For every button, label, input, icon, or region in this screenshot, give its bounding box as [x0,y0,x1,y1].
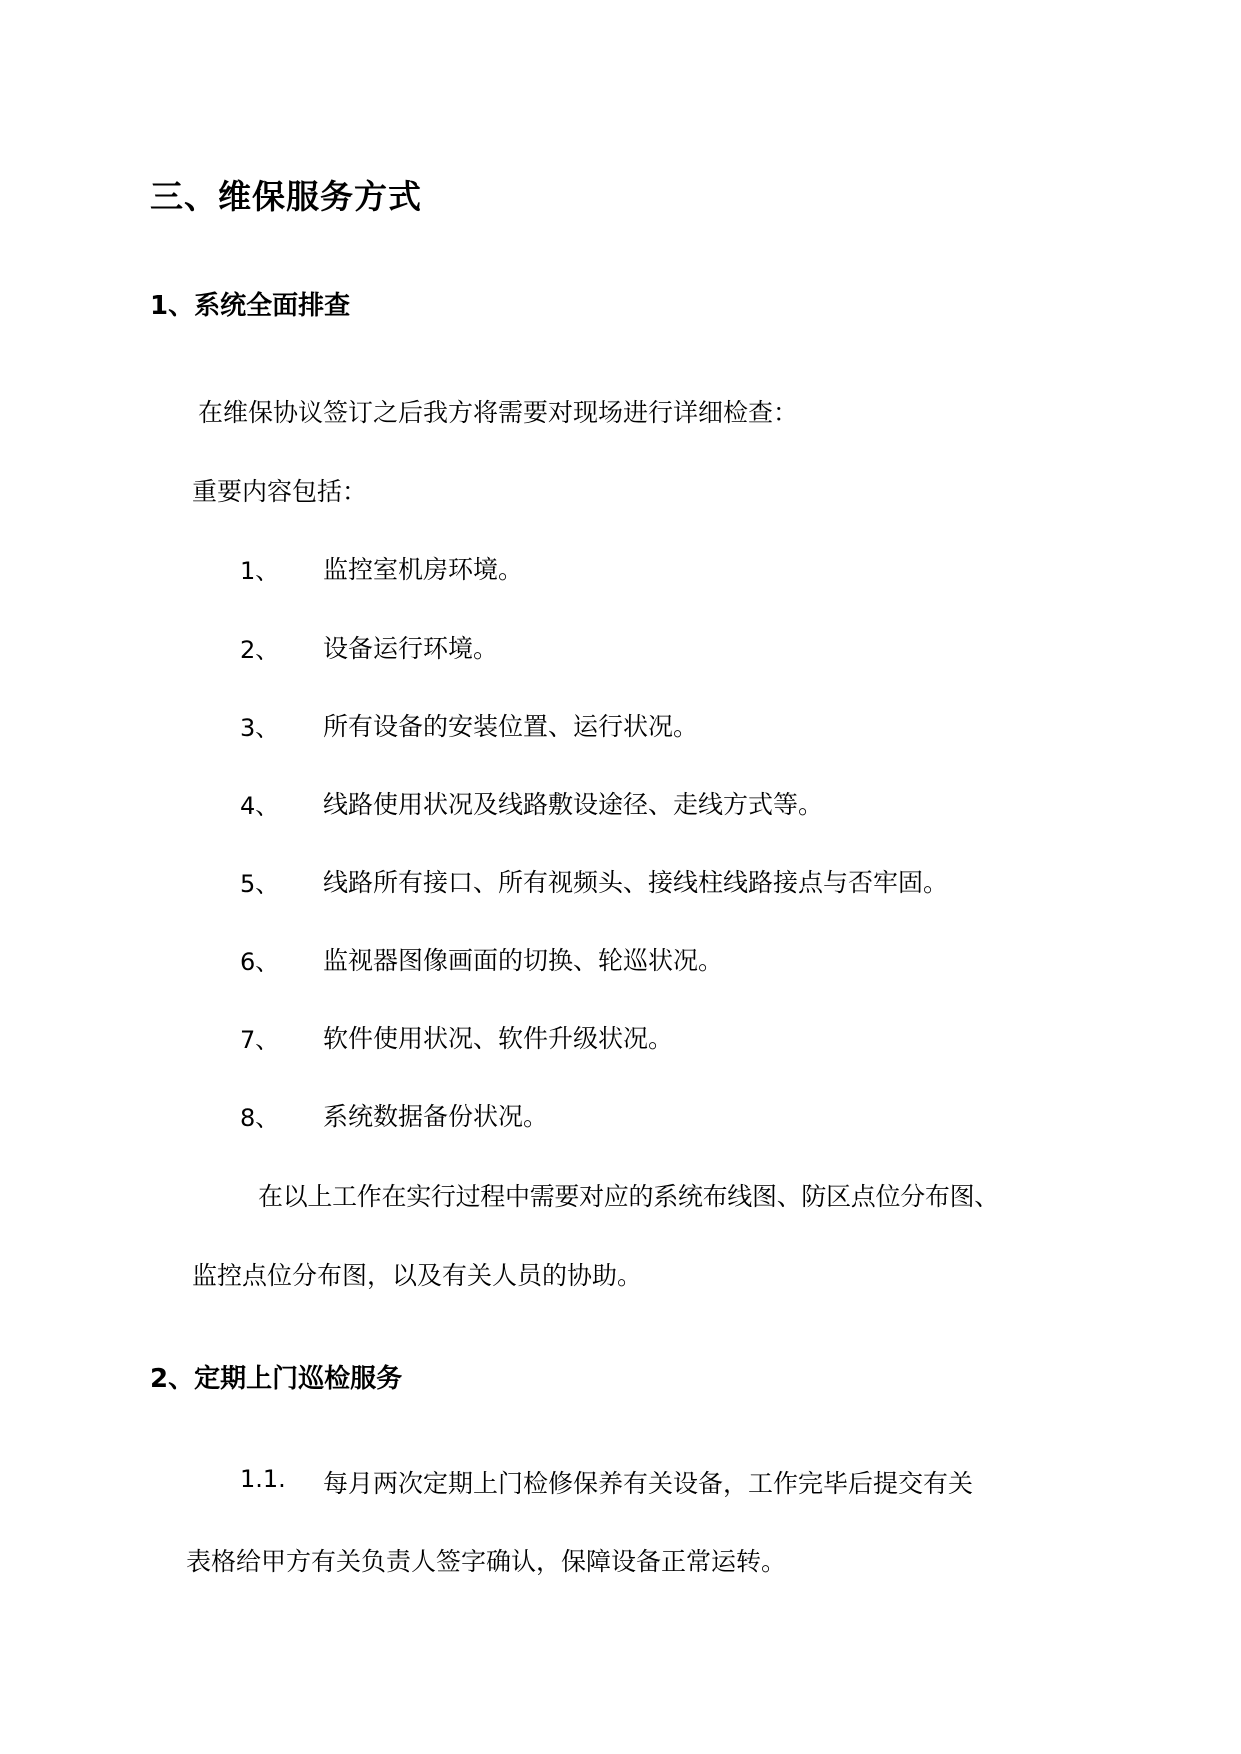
paragraph-line-2: 表格给甲方有关负责人签字确认，保障设备正常运转。 [186,1547,787,1576]
list-item-number: 3、 [240,714,280,742]
list-item-number: 5、 [240,870,280,898]
list-item-number: 6、 [240,948,280,976]
closing-paragraph-line-1: 在以上工作在实行过程中需要对应的系统布线图、防区点位分布图、 [258,1182,1000,1211]
list-item-number: 1、 [240,557,280,585]
list-item-text: 软件使用状况、软件升级状况。 [323,1024,674,1053]
list-item-number: 2、 [240,636,280,664]
list-item-number: 7、 [240,1026,280,1054]
list-item-number: 4、 [240,792,280,820]
section-title: 三、维保服务方式 [150,177,422,216]
list-item-text: 线路使用状况及线路敷设途径、走线方式等。 [323,790,824,819]
lead-paragraph: 重要内容包括： [192,477,368,506]
subsection-title-1: 1、系统全面排查 [150,291,351,321]
list-item-text: 监控室机房环境。 [323,555,524,584]
list-item-text: 线路所有接口、所有视频头、接线柱线路接点与否牢固。 [323,868,949,897]
list-item-text: 系统数据备份状况。 [323,1102,549,1131]
subsection-title-2: 2、定期上门巡检服务 [150,1364,403,1394]
list-item-number: 1.1. [240,1465,286,1493]
list-item-text: 监视器图像画面的切换、轮巡状况。 [323,946,724,975]
list-item-number: 8、 [240,1104,280,1132]
list-item-text: 所有设备的安装位置、运行状况。 [323,712,699,741]
list-item-text: 设备运行环境。 [323,634,499,663]
paragraph-line-1: 每月两次定期上门检修保养有关设备，工作完毕后提交有关 [323,1469,974,1498]
closing-paragraph-line-2: 监控点位分布图，以及有关人员的协助。 [192,1261,643,1290]
intro-paragraph: 在维保协议签订之后我方将需要对现场进行详细检查： [198,398,799,427]
